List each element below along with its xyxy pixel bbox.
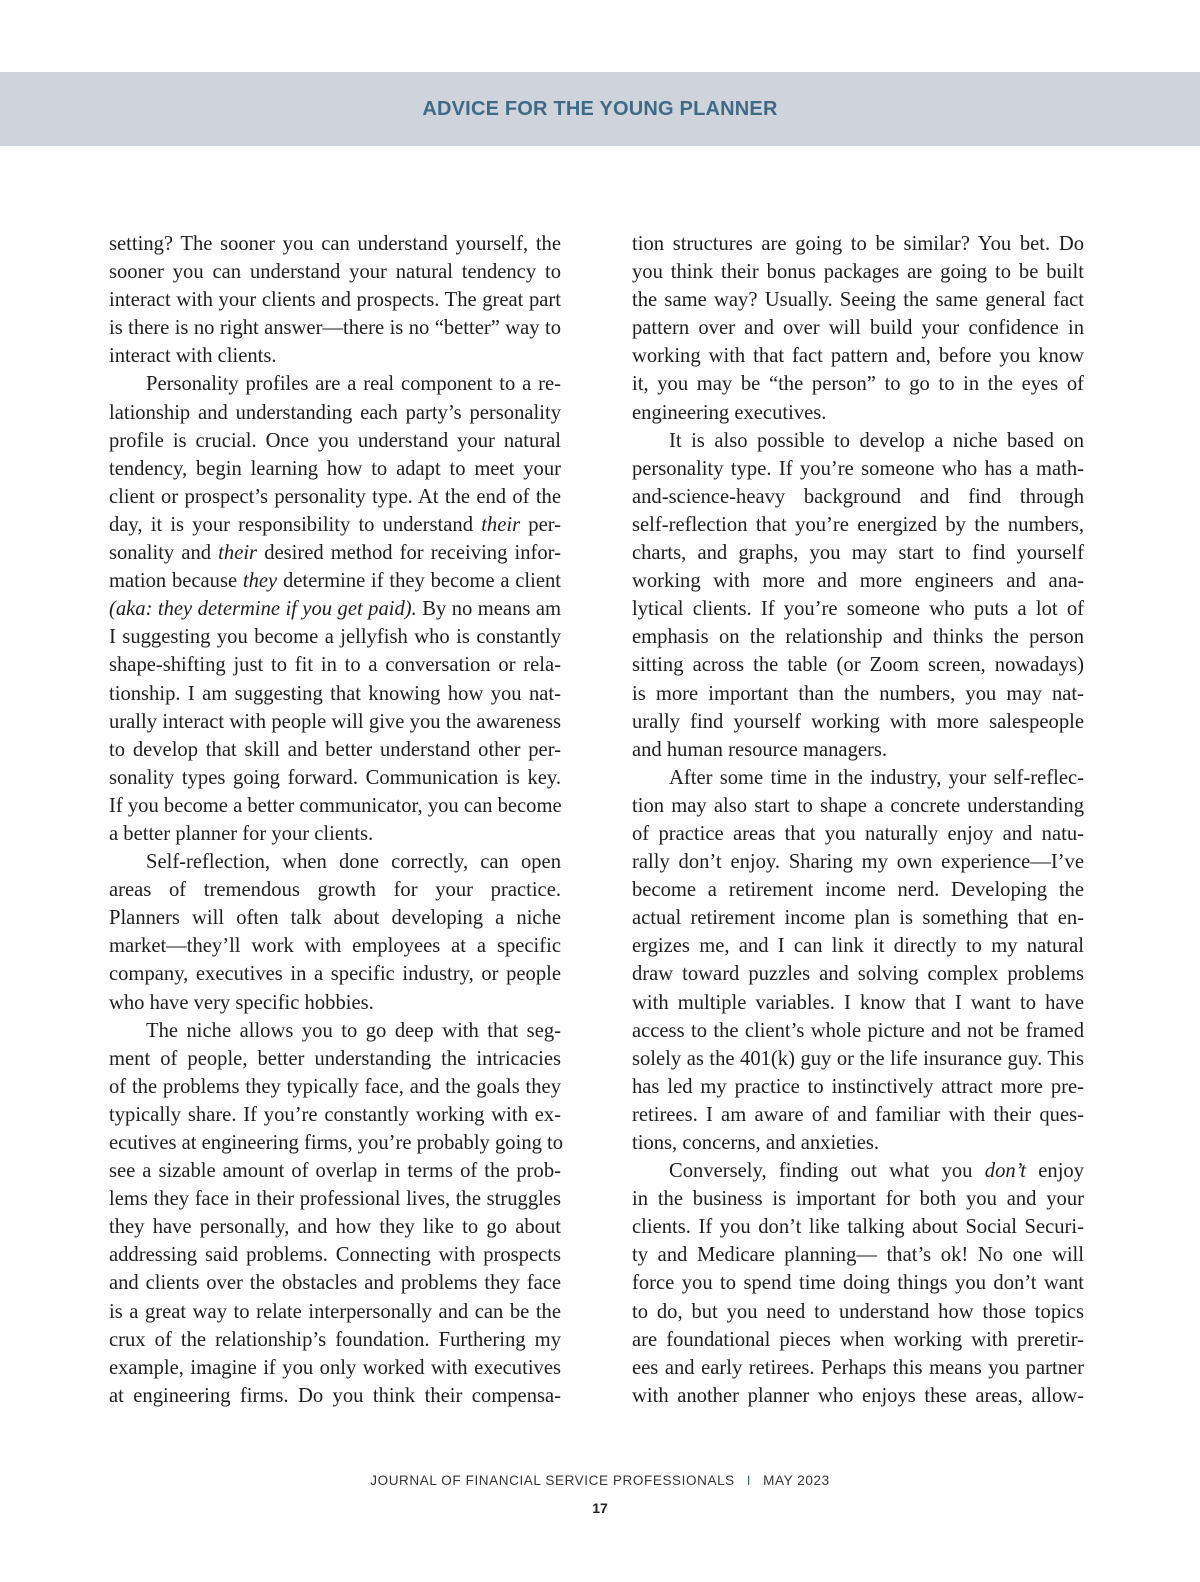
text-line: tendency, begin learning how to adapt to meet your <box>109 457 561 480</box>
text-line: lems they face in their professional lives, the struggles <box>109 1188 561 1211</box>
text-line: clients. If you don’t like talking about Social Securi- <box>632 1216 1084 1239</box>
text-line: to do, but you need to understand how those topics <box>632 1300 1084 1323</box>
right-column <box>632 230 1084 1410</box>
text-line: day, it is your responsibility to understand their per- <box>109 513 562 536</box>
page-number: 17 <box>592 1500 608 1516</box>
text-line: (aka: they determine if you get paid). By no means am <box>109 598 561 621</box>
footer <box>0 1473 1200 1488</box>
text-line: interact with your clients and prospects. The great part <box>109 289 561 312</box>
text-line: tions, concerns, and anxieties. <box>632 1132 880 1154</box>
text-line: sooner you can understand your natural tendency to <box>109 261 561 284</box>
text-line: urally interact with people will give you the awareness <box>109 710 561 733</box>
text-line: Conversely, finding out what you don’t enjoy <box>669 1160 1085 1183</box>
text-line: they have personally, and how they like to go about <box>109 1216 561 1239</box>
text-line: Planners will often talk about developing a niche <box>109 907 561 930</box>
issue-date: MAY 2023 <box>763 1473 830 1488</box>
text-line: setting? The sooner you can understand yourself, the <box>109 233 561 255</box>
text-line: addressing said problems. Connecting with prospects <box>109 1244 561 1267</box>
text-line: urally find yourself working with more salespeople <box>632 710 1084 733</box>
text-line: has led my practice to instinctively attract more pre- <box>632 1075 1084 1098</box>
paragraph <box>109 370 561 848</box>
text-line: rally don’t enjoy. Sharing my own experience—I’ve <box>632 851 1084 874</box>
text-line: client or prospect’s personality type. At the end of the <box>109 485 561 508</box>
paragraph <box>632 427 1084 764</box>
text-line: solely as the 401(k) guy or the life insurance guy. This <box>632 1047 1084 1070</box>
text-line: lationship and understanding each party’s personality <box>109 401 561 424</box>
text-line: are foundational pieces when working with preretir- <box>632 1328 1084 1351</box>
running-header-title: ADVICE FOR THE YOUNG PLANNER <box>422 97 778 120</box>
paragraph <box>632 1157 1084 1410</box>
text-line: typically share. If you’re constantly working with ex- <box>109 1103 561 1126</box>
text-line: example, imagine if you only worked with executives <box>109 1356 561 1379</box>
text-line: sonality and their desired method for receiving infor- <box>109 542 561 565</box>
text-line: The niche allows you to go deep with that seg- <box>146 1019 561 1042</box>
text-line: and clients over the obstacles and problems they face <box>109 1272 561 1295</box>
text-line: If you become a better communicator, you can become <box>109 794 562 817</box>
text-line: of the problems they typically face, and the goals they <box>109 1075 561 1098</box>
text-line: a better planner for your clients. <box>109 822 374 845</box>
text-line: of practice areas that you naturally enjoy and natu- <box>632 822 1084 845</box>
text-line: force you to spend time doing things you don’t want <box>632 1272 1084 1295</box>
text-line: access to the client’s whole picture and not be framed <box>632 1019 1084 1042</box>
text-line: lytical clients. If you’re someone who puts a lot of <box>632 598 1084 621</box>
text-line: It is also possible to develop a niche based on <box>669 429 1084 452</box>
text-line: ty and Medicare planning— that’s ok! No one will <box>632 1244 1084 1267</box>
text-line: company, executives in a specific industry, or people <box>109 963 561 986</box>
text-line: in the business is important for both you and your <box>632 1188 1084 1211</box>
text-line: become a retirement income nerd. Developing the <box>632 879 1084 902</box>
text-line: and-science-heavy background and find through <box>632 485 1084 508</box>
text-line: is more important than the numbers, you may nat- <box>632 682 1084 705</box>
text-line: market—they’ll work with employees at a specific <box>109 935 561 958</box>
text-line: self-reflection that you’re energized by the numbers, <box>632 513 1084 536</box>
text-line: with another planner who enjoys these areas, allow- <box>632 1384 1084 1407</box>
text-line: ment of people, better understanding the intricacies <box>109 1047 561 1070</box>
text-line: After some time in the industry, your self-reflec- <box>669 766 1084 789</box>
text-line: and human resource managers. <box>632 738 888 761</box>
text-line: I suggesting you become a jellyfish who is constantly <box>109 626 561 649</box>
text-line: retirees. I am aware of and familiar with their ques- <box>632 1103 1084 1126</box>
text-line: engineering executives. <box>632 401 827 424</box>
text-line: tionship. I am suggesting that knowing how you nat- <box>109 682 561 705</box>
paragraph <box>632 230 1084 427</box>
text-line: the same way? Usually. Seeing the same general fact <box>632 289 1084 312</box>
text-line: sitting across the table (or Zoom screen, nowadays) <box>632 654 1084 677</box>
text-line: shape-shifting just to fit in to a conversation or rela- <box>109 654 561 677</box>
text-line: ecutives at engineering firms, you’re probably going to <box>109 1132 564 1154</box>
text-line: pattern over and over will build your confidence in <box>632 317 1084 340</box>
text-line: ees and early retirees. Perhaps this means you partner <box>632 1356 1084 1379</box>
text-line: see a sizable amount of overlap in terms of the prob- <box>109 1160 561 1183</box>
text-line: draw toward puzzles and solving complex problems <box>632 963 1084 986</box>
text-line: you think their bonus packages are going to be built <box>632 261 1084 284</box>
journal-name: JOURNAL OF FINANCIAL SERVICE PROFESSIONALS <box>370 1473 735 1488</box>
text-line: profile is crucial. Once you understand your natural <box>109 429 561 452</box>
footer-separator: I <box>746 1473 752 1488</box>
paragraph <box>109 230 561 370</box>
text-line: interact with clients. <box>109 345 277 368</box>
text-line: crux of the relationship’s foundation. Furthering my <box>109 1328 561 1351</box>
text-line: with multiple variables. I know that I want to have <box>632 991 1084 1014</box>
text-line: areas of tremendous growth for your practice. <box>109 879 561 902</box>
text-line: tion may also start to shape a concrete understanding <box>632 794 1084 817</box>
text-line: working with that fact pattern and, before you know <box>632 345 1084 368</box>
text-line: personality type. If you’re someone who has a math- <box>632 457 1084 480</box>
text-line: tion structures are going to be similar? You bet. Do <box>632 233 1084 255</box>
text-line: sonality types going forward. Communication is key. <box>109 766 561 789</box>
text-line: actual retirement income plan is something that en- <box>632 907 1084 930</box>
paragraph <box>109 1017 564 1410</box>
text-line: emphasis on the relationship and thinks the person <box>632 626 1084 649</box>
text-line: to develop that skill and better understand other per- <box>109 738 561 761</box>
text-line: is there is no right answer—there is no “better” way to <box>109 317 561 340</box>
text-line: Self-reflection, when done correctly, can open <box>146 851 561 874</box>
paragraph <box>109 848 561 1017</box>
text-line: who have very specific hobbies. <box>109 991 374 1014</box>
text-line: working with more and more engineers and ana- <box>632 570 1084 593</box>
text-line: it, you may be “the person” to go to in the eyes of <box>632 373 1084 396</box>
text-line: at engineering firms. Do you think their compensa- <box>109 1384 561 1407</box>
text-line: charts, and graphs, you may start to find yourself <box>632 542 1084 565</box>
header-band <box>0 72 1200 146</box>
left-column <box>109 230 564 1410</box>
text-line: Personality profiles are a real component to a re- <box>146 373 561 396</box>
text-line: mation because they determine if they become a client <box>109 570 561 593</box>
paragraph <box>632 764 1084 1157</box>
text-line: is a great way to relate interpersonally and can be the <box>109 1300 561 1323</box>
text-line: ergizes me, and I can link it directly to my natural <box>632 935 1084 958</box>
